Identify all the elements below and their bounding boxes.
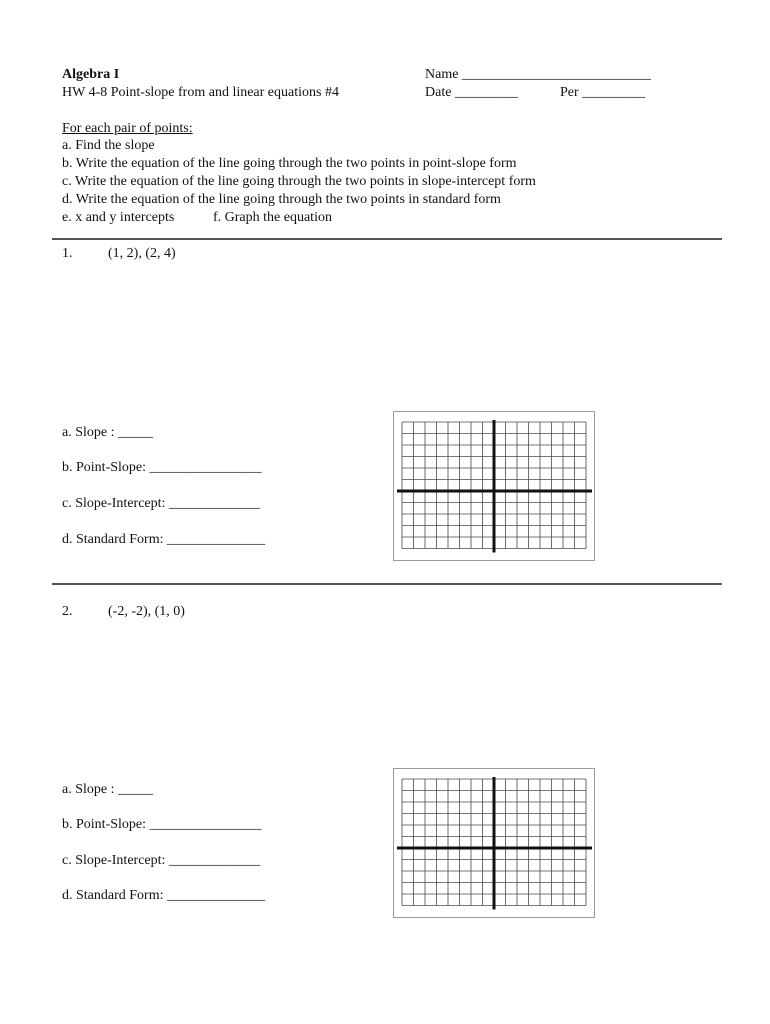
point-slope-answer: b. Point-Slope: ________________ [62,460,262,475]
instruction-c: c. Write the equation of the line going through the two points in slope-intercept form [62,174,536,189]
point-slope-answer: b. Point-Slope: ________________ [62,817,262,832]
instruction-d: d. Write the equation of the line going through the two points in standard form [62,192,501,207]
problem-number: 1. [62,246,73,261]
instruction-f: f. Graph the equation [213,210,332,225]
problem-points: (-2, -2), (1, 0) [108,604,185,619]
section-divider [52,583,722,585]
section-divider [52,238,722,240]
date-field: Date _________ [425,85,518,100]
problem-points: (1, 2), (2, 4) [108,246,176,261]
instructions-heading: For each pair of points: [62,121,193,136]
standard-form-answer: d. Standard Form: ______________ [62,888,265,903]
slope-intercept-answer: c. Slope-Intercept: _____________ [62,853,260,868]
standard-form-answer: d. Standard Form: ______________ [62,532,265,547]
period-field: Per _________ [560,85,646,100]
coordinate-grid [393,411,595,561]
problem-number: 2. [62,604,73,619]
coordinate-grid-lines [394,769,596,919]
slope-answer: a. Slope : _____ [62,425,153,440]
assignment-title: HW 4-8 Point-slope from and linear equations #4 [62,85,339,100]
slope-intercept-answer: c. Slope-Intercept: _____________ [62,496,260,511]
slope-answer: a. Slope : _____ [62,782,153,797]
coordinate-grid-lines [394,412,596,562]
instruction-e: e. x and y intercepts [62,210,175,225]
course-title: Algebra I [62,67,120,82]
name-field: Name ___________________________ [425,67,651,82]
coordinate-grid [393,768,595,918]
instruction-b: b. Write the equation of the line going through the two points in point-slope form [62,156,517,171]
instruction-a: a. Find the slope [62,138,155,153]
